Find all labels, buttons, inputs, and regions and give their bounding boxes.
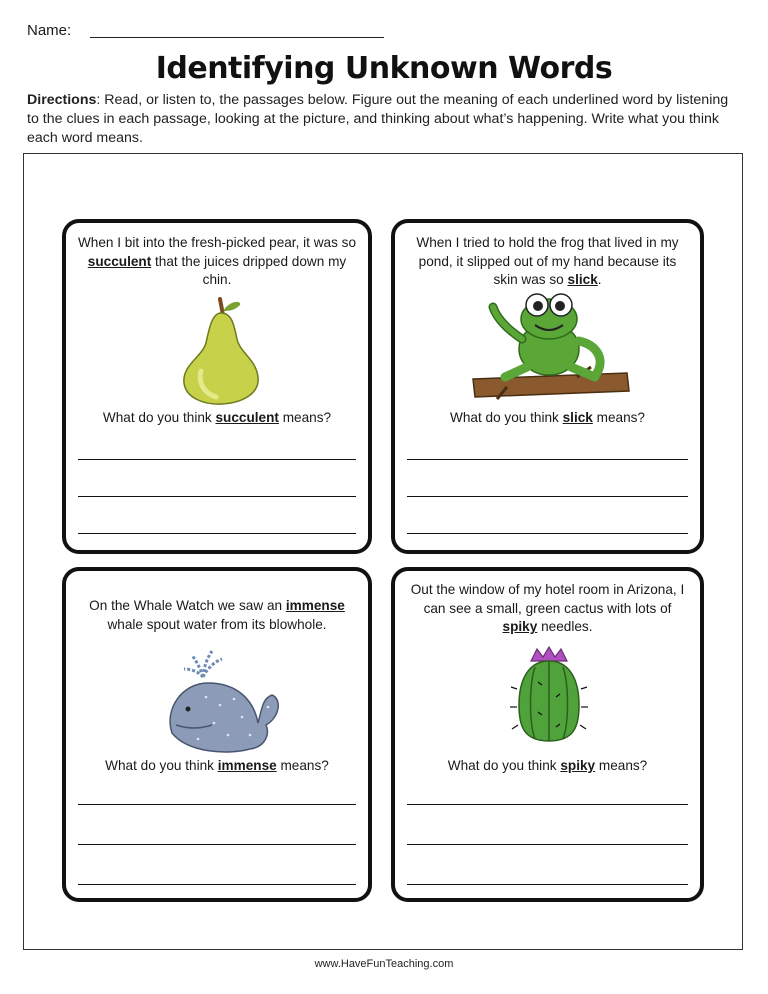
answer-line[interactable]	[407, 804, 688, 805]
passage-before: On the Whale Watch we saw an	[89, 598, 286, 613]
question-word: immense	[217, 758, 277, 773]
answer-line[interactable]	[78, 533, 356, 534]
passage-text	[405, 234, 690, 290]
question-word: succulent	[215, 410, 279, 425]
pear-icon	[176, 291, 266, 406]
name-field[interactable]	[90, 37, 384, 38]
card-slick	[391, 219, 704, 554]
name-label: Name:	[27, 22, 72, 39]
card-immense	[62, 567, 372, 902]
question-before: What do you think	[102, 410, 216, 425]
passage-text	[405, 581, 690, 637]
answer-line[interactable]	[407, 533, 688, 534]
question-text	[66, 410, 368, 425]
vocab-word: succulent	[87, 253, 152, 269]
question-text	[395, 410, 700, 425]
answer-line[interactable]	[407, 459, 688, 460]
cactus-icon	[509, 645, 589, 745]
vocab-word: slick	[567, 272, 598, 287]
answer-line[interactable]	[407, 844, 688, 845]
answer-line[interactable]	[407, 496, 688, 497]
answer-line[interactable]	[407, 884, 688, 885]
passage-after: whale spout water from its blowhole.	[107, 616, 327, 632]
directions	[27, 91, 739, 148]
whale-icon	[158, 647, 283, 759]
answer-line[interactable]	[78, 804, 356, 805]
passage-after: .	[597, 272, 602, 287]
passage-before: When I tried to hold the frog that lived in my pond, it slipped out of my hand because its skin was so	[416, 235, 679, 287]
card-spiky	[391, 567, 704, 902]
question-after: means?	[592, 410, 645, 425]
question-after: means?	[595, 758, 648, 773]
directions-label: Directions	[27, 92, 97, 108]
frog-icon	[467, 289, 632, 401]
vocab-word: immense	[285, 598, 345, 613]
question-word: spiky	[560, 758, 596, 773]
page-title: Identifying Unknown Words	[155, 51, 613, 86]
answer-line[interactable]	[78, 496, 356, 497]
question-before: What do you think	[447, 758, 561, 773]
footer-url: www.HaveFunTeaching.com	[314, 958, 454, 970]
passage-text	[76, 234, 358, 290]
question-before: What do you think	[450, 410, 563, 425]
answer-line[interactable]	[78, 459, 356, 460]
passage-text	[76, 597, 358, 634]
question-text	[66, 758, 368, 773]
answer-line[interactable]	[78, 884, 356, 885]
answer-line[interactable]	[78, 844, 356, 845]
directions-text: : Read, or listen to, the passages below. Figure out the meaning of each underlined word by listening to the clues in each passage, looking at the picture, and thinking about what’s happening. Write what you think each word means.	[27, 92, 729, 146]
question-after: means?	[278, 410, 332, 425]
question-word: slick	[562, 410, 593, 425]
passage-after: that the juices dripped down my chin.	[151, 253, 347, 287]
question-text	[395, 758, 700, 773]
question-before: What do you think	[105, 758, 218, 773]
passage-after: needles.	[537, 619, 593, 634]
card-succulent	[62, 219, 372, 554]
vocab-word: spiky	[502, 619, 538, 634]
question-after: means?	[276, 758, 329, 773]
passage-before: Out the window of my hotel room in Arizona, I can see a small, green cactus with lots of	[410, 582, 685, 616]
passage-before: When I bit into the fresh-picked pear, it was so	[77, 235, 357, 250]
